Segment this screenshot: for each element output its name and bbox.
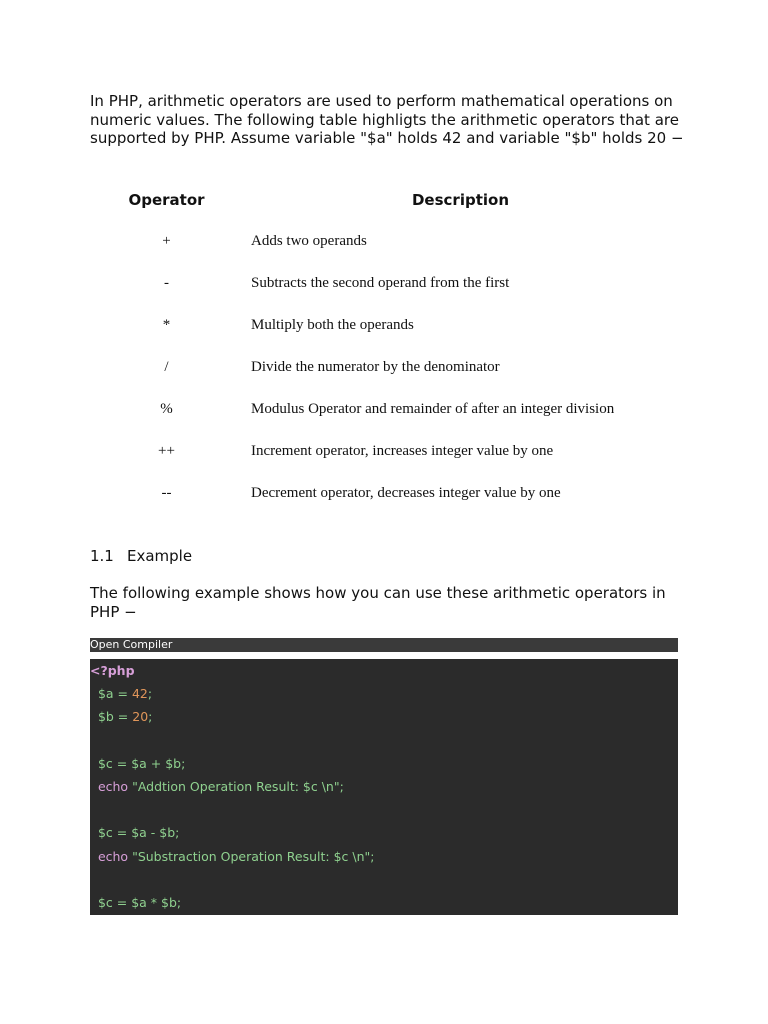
operator-symbol: * [162,316,171,333]
operator-symbol: - [164,274,169,291]
operator-description: Adds two operands [251,232,367,249]
header-operator: Operator [128,191,205,209]
code-line: $c = $a * $b; [90,894,182,910]
code-line: echo "Addtion Operation Result: $c \n"; [90,778,344,794]
table-row [90,430,678,472]
operator-description: Increment operator, increases integer value by one [251,442,554,459]
code-line: echo "Substraction Operation Result: $c \n"; [90,848,375,864]
example-intro-paragraph: The following example shows how you can use these arithmetic operators in PHP − [90,584,666,621]
section-heading [90,547,192,565]
operator-description: Subtracts the second operand from the first [251,274,510,291]
code-line: $b = 20; [90,709,153,725]
code-line [90,659,678,682]
table-row [90,346,678,388]
table-header-row [90,180,678,220]
code-line-blank [90,868,678,891]
code-line: $a = 42; [90,686,153,702]
table-row [90,304,678,346]
open-compiler-button[interactable]: Open Compiler [90,638,678,652]
code-block [90,659,678,915]
operator-description: Modulus Operator and remainder of after an integer division [251,400,615,417]
operator-symbol: -- [161,484,172,501]
table-row [90,472,678,514]
code-line-blank [90,729,678,752]
operator-symbol: / [164,358,169,375]
section-title: Example [127,547,193,565]
php-open-tag: <?php [90,663,135,678]
intro-paragraph: In PHP, arithmetic operators are used to perform mathematical operations on numeric values. The following table highligts the arithmetic operators that are supported by PHP. Assume variable "$a" holds 42 and variable "$b" holds 20 − [90,92,684,147]
code-line-blank [90,798,678,821]
operator-description: Multiply both the operands [251,316,414,333]
operator-description: Decrement operator, decreases integer value by one [251,484,561,501]
operator-symbol: % [160,400,173,417]
header-description: Description [411,191,510,209]
table-row [90,388,678,430]
operator-symbol: + [162,232,171,249]
operator-description: Divide the numerator by the denominator [251,358,500,375]
operator-symbol: ++ [158,442,175,459]
table-row [90,220,678,262]
section-number: 1.1 [90,547,114,565]
code-line: $c = $a + $b; [90,755,186,771]
operators-table [90,180,678,514]
table-row [90,262,678,304]
code-line: $c = $a - $b; [90,825,180,841]
